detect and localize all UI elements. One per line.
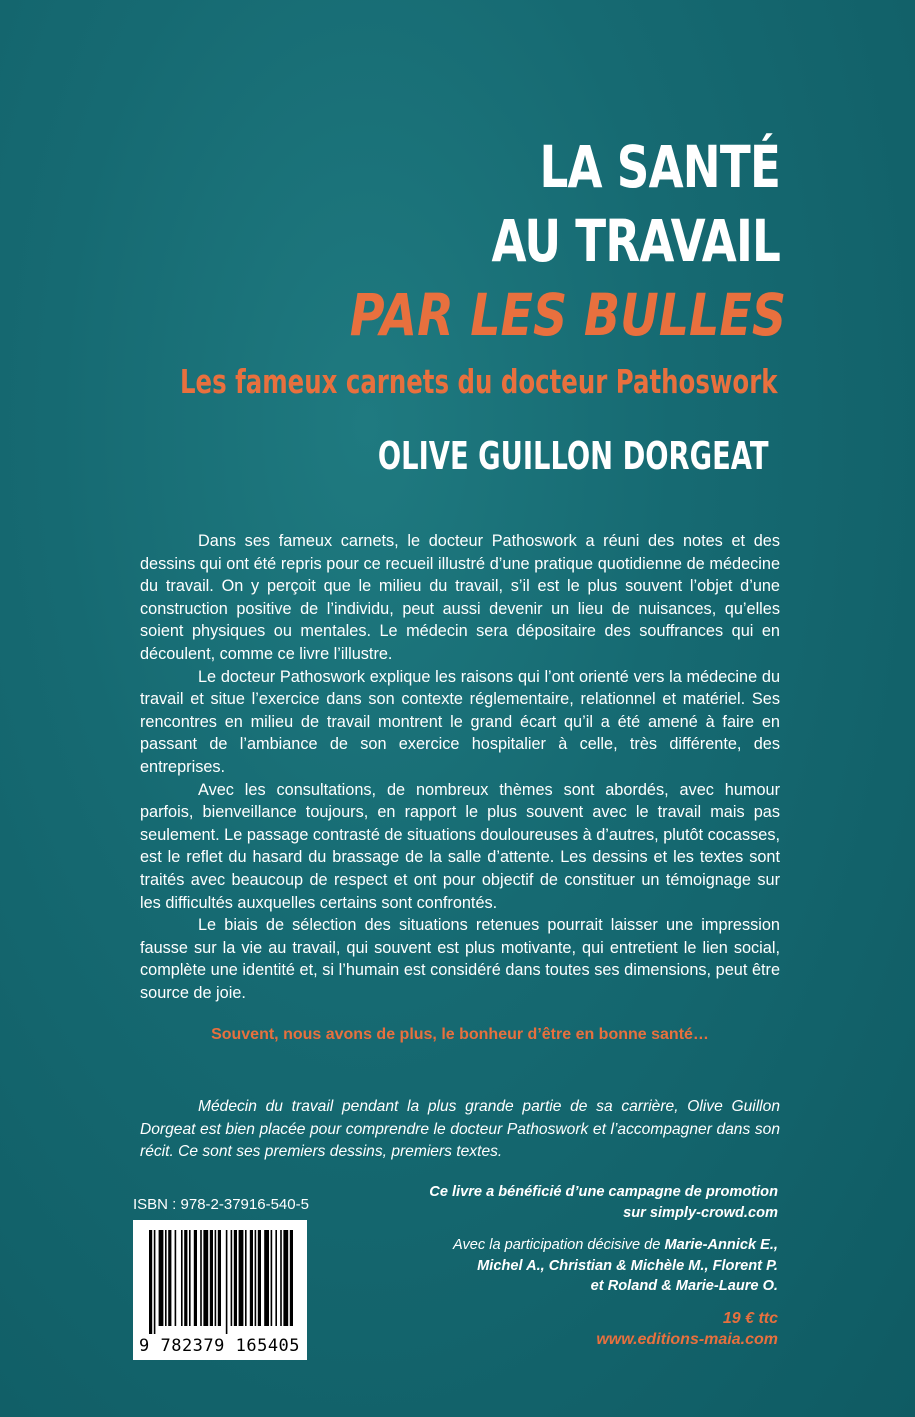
barcode-bar xyxy=(181,1230,183,1326)
barcode-digits: 9 782379 165405 xyxy=(139,1336,301,1356)
barcode-bar xyxy=(250,1230,253,1326)
barcode-bar xyxy=(194,1230,197,1326)
barcode-bar xyxy=(226,1230,228,1334)
barcode-bar xyxy=(200,1230,202,1326)
barcode-bar xyxy=(245,1230,247,1326)
blurb-paragraph-1: Dans ses fameux carnets, le docteur Pathoswork a réuni des notes et des dessins qui ont été repris pour ce recueil illustré d’une pratique quotidienne de médecine du travail. On y perçoit que le milieu du travail, s’il est le plus souvent l’objet d’une construction positive de l’individu, peut aussi devenir un lieu de nuisances, qu’elles soient physiques ou mentales. Le médecin sera dépositaire des souffrances qui en découlent, comme ce livre l’illustre. xyxy=(140,532,780,663)
barcode-bar xyxy=(271,1230,273,1326)
barcode-bar xyxy=(264,1230,269,1326)
blurb-paragraph-2: Le docteur Pathoswork explique les raisons qui l’ont orienté vers la médecine du travail et situe l’exercice dans son contexte réglementaire, relationnel et matériel. Ses rencontres en milieu de travail montrent le grand écart qu’il a été amené à faire en passant de l’ambiance de son exercice hospitalier à celle, très différente, des entreprises. xyxy=(140,667,780,776)
promo-line-1: Ce livre a bénéficié d’une campagne de promotion xyxy=(429,1184,778,1200)
barcode-bar xyxy=(239,1230,244,1326)
blurb-paragraph-3: Avec les consultations, de nombreux thèmes sont abordés, avec humour parfois, bienveillance toujours, en rapport le plus souvent avec le travail mais pas seulement. Le passage contrasté de situations douloureuses à d’autres, plutôt cocasses, est le reflet du hasard du brassage de la salle d’attente. Les dessins et les textes sont traités avec beaucoup de respect et ont pour objectif de constituer un témoignage sur les difficultés auxquelles certains sont confrontés. xyxy=(140,780,780,912)
tagline: Souvent, nous avons de plus, le bonheur d’être en bonne santé… xyxy=(211,1026,709,1043)
author-name: OLIVE GUILLON DORGEAT xyxy=(377,434,768,478)
blurb-paragraph-4: Le biais de sélection des situations retenues pourrait laisser une impression fausse sur la vie au travail, qui souvent est plus motivante, qui entretient le lien social, complète une identité et, si l’humain est considéré dans toutes ses dimensions, peut être source de joie. xyxy=(140,916,780,1002)
barcode-bar xyxy=(234,1230,237,1326)
blurb xyxy=(140,530,780,1004)
barcode-bar xyxy=(255,1230,257,1326)
barcode-bar xyxy=(159,1230,164,1326)
barcode-bar xyxy=(215,1230,217,1326)
title-line-3: PAR LES BULLES xyxy=(349,281,786,349)
isbn: ISBN : 978-2-37916-540-5 xyxy=(133,1196,309,1213)
barcode-bar xyxy=(275,1230,277,1326)
barcode-bar xyxy=(149,1230,152,1334)
barcode-bar xyxy=(189,1230,191,1326)
publisher-info xyxy=(429,1182,778,1351)
thanks-names-1: Marie-Annick E., xyxy=(664,1237,778,1253)
barcode-bar xyxy=(168,1230,171,1326)
barcode-bar xyxy=(218,1230,221,1326)
publisher-website[interactable]: www.editions-maia.com xyxy=(596,1331,778,1348)
barcode-bar xyxy=(210,1230,213,1326)
barcode xyxy=(133,1220,307,1360)
barcode-bar xyxy=(280,1230,282,1326)
barcode-bar xyxy=(203,1230,208,1326)
promo-line-2: sur simply-crowd.com xyxy=(623,1204,778,1221)
barcode-bar xyxy=(290,1230,293,1326)
barcode-bar xyxy=(283,1230,288,1326)
thanks-intro: Avec la participation décisive de xyxy=(452,1237,665,1253)
thanks-line-3 xyxy=(429,1276,778,1297)
title-line-2: AU TRAVAIL xyxy=(491,207,780,275)
title-line-1: LA SANTÉ xyxy=(539,133,780,201)
barcode-bar xyxy=(175,1230,177,1326)
barcode-bar xyxy=(154,1230,156,1334)
barcode-bar xyxy=(231,1230,233,1326)
thanks-names-2: Michel A., Christian & Michèle M., Florent P. xyxy=(477,1257,778,1274)
thanks-prefix: et xyxy=(590,1278,608,1294)
author-bio-text: Médecin du travail pendant la plus grande partie de sa carrière, Olive Guillon Dorgeat est bien placée pour comprendre le docteur Pathoswork et l’accompagner dans son récit. Ce sont ses premiers dessins, premiers textes. xyxy=(140,1098,780,1160)
author-bio xyxy=(140,1096,780,1164)
thanks-names-3: Roland & Marie-Laure O. xyxy=(607,1278,778,1294)
subtitle: Les fameux carnets du docteur Pathoswork xyxy=(179,362,777,401)
title-block xyxy=(254,130,786,352)
barcode-bar xyxy=(258,1230,261,1326)
thanks-line-1 xyxy=(429,1235,778,1256)
promo-note xyxy=(429,1182,778,1223)
price: 19 € ttc xyxy=(722,1309,778,1327)
barcode-bar xyxy=(165,1230,167,1326)
barcode-bar xyxy=(184,1230,187,1326)
